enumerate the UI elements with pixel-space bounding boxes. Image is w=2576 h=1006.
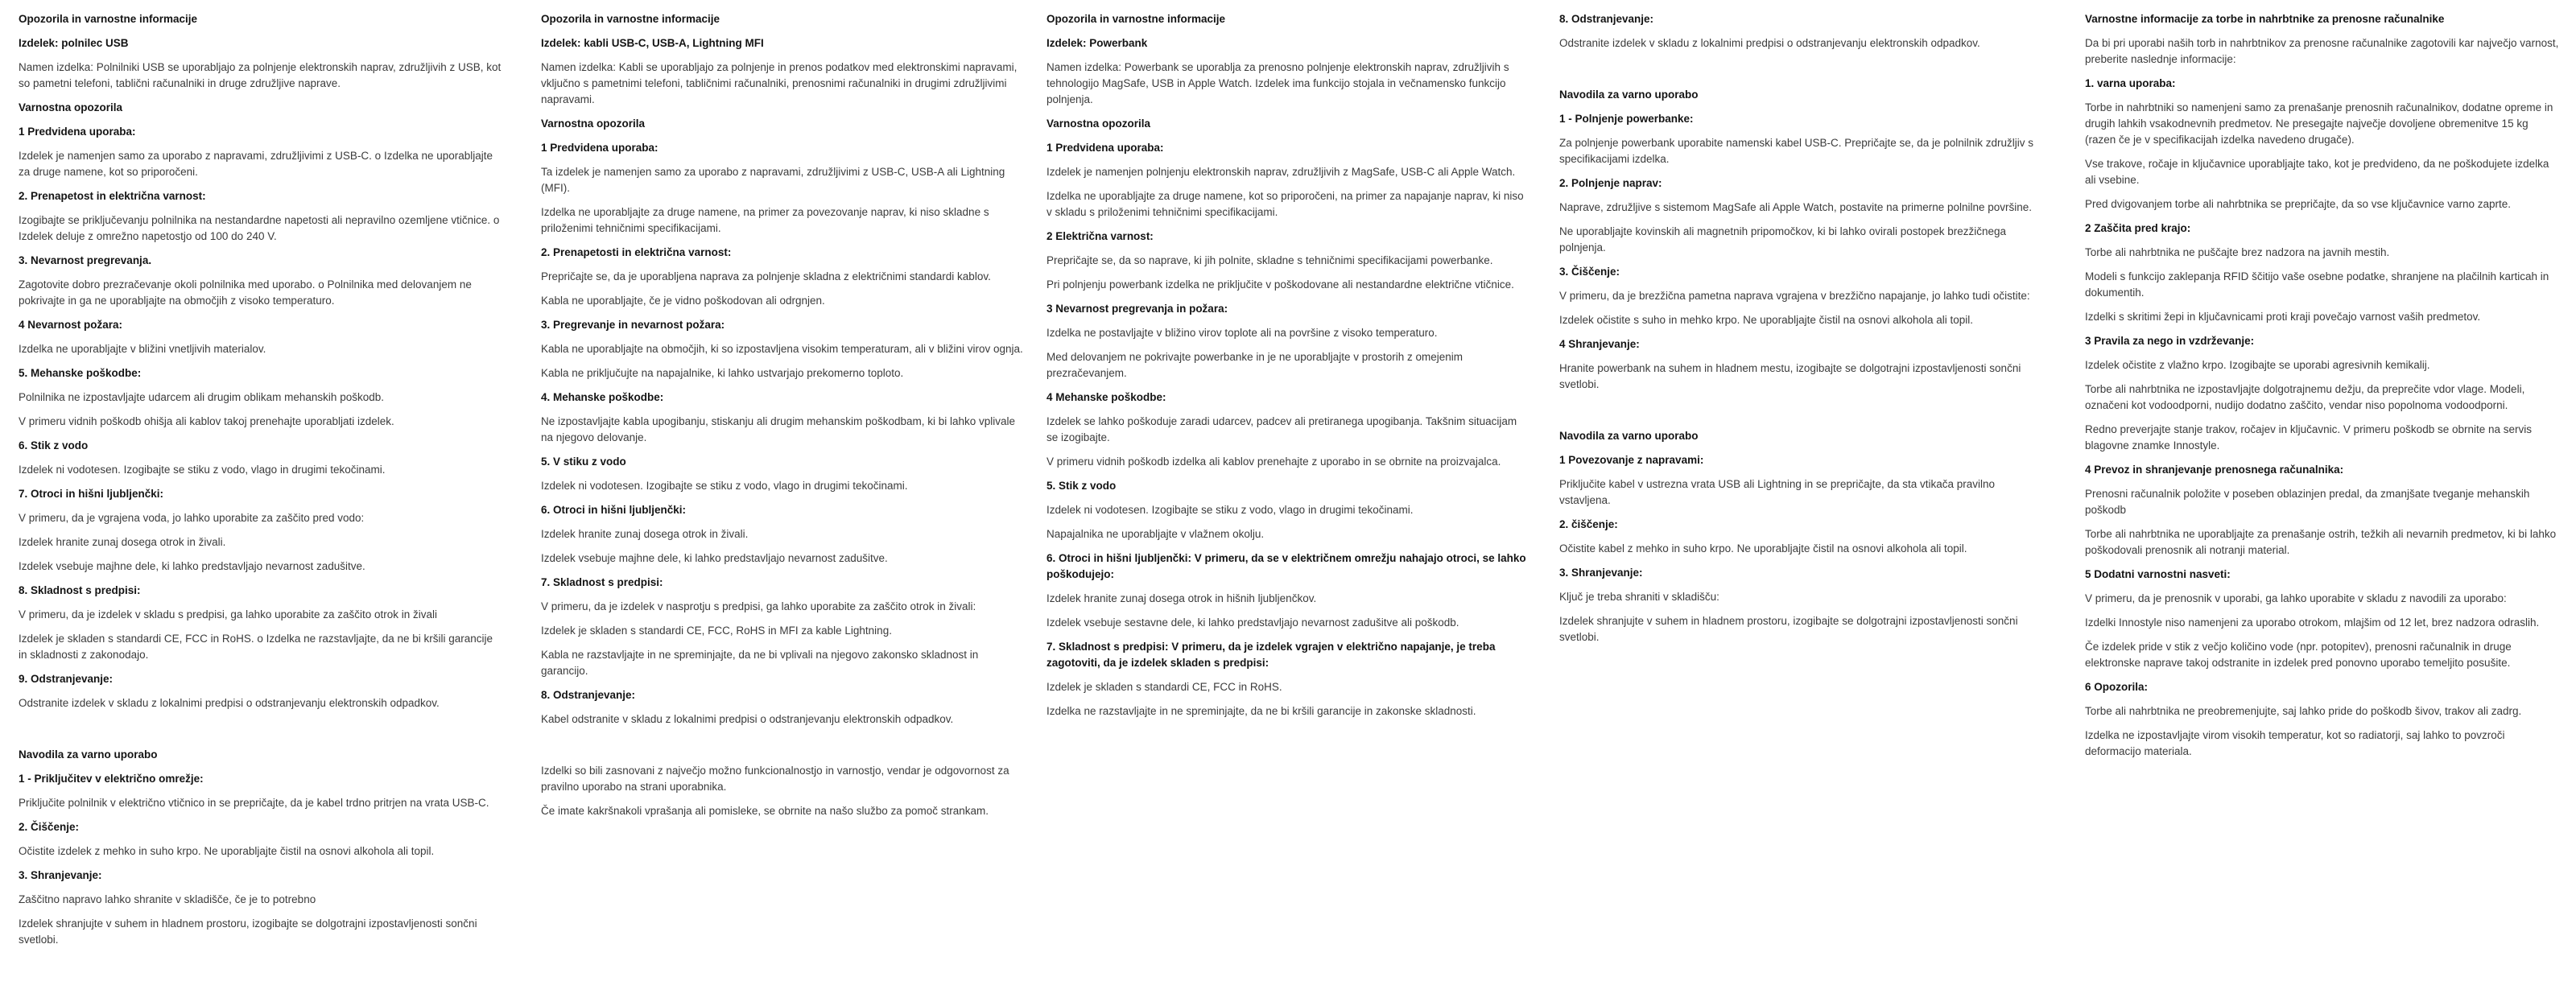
column-powerbank xyxy=(1046,11,1530,728)
paragraph: Izdelki Innostyle niso namenjeni za uporabo otrokom, mlajšim od 12 let, brez nadzora odraslih. xyxy=(2085,616,2540,629)
section-heading: 3 Pravila za nego in vzdrževanje: xyxy=(2085,335,2255,347)
section-heading: 6. Otroci in hišni ljubljenčki: xyxy=(541,504,687,516)
paragraph: Izdelek je skladen s standardi CE, FCC, RoHS in MFI za kable Lightning. xyxy=(541,625,892,637)
section-heading: Varnostna opozorila xyxy=(19,101,123,113)
paragraph: Torbe ali nahrbtnika ne preobremenjujte, saj lahko pride do poškodb šivov, trakov ali zadrg. xyxy=(2085,705,2522,717)
paragraph: Izdelka ne uporabljajte za druge namene, kot so priporočeni, na primer za napajanje naprav, ki niso v skladu s priloženimi tehničnimi specifikacijami. xyxy=(1046,190,1524,218)
paragraph: Kabel odstranite v skladu z lokalnimi predpisi o odstranjevanju elektronskih odpadkov. xyxy=(541,713,954,725)
section-heading: Opozorila in varnostne informacije xyxy=(19,13,198,25)
paragraph: Ključ je treba shraniti v skladišču: xyxy=(1559,591,1719,603)
section-heading: 2. čiščenje: xyxy=(1559,518,1618,530)
paragraph: Izogibajte se priključevanju polnilnika na nestandardne napetosti ali nepravilno ozemljene vtičnice. o Izdelek deluje z omrežno napetostjo od 100 do 240 V. xyxy=(19,214,500,242)
column-cables xyxy=(541,11,1024,827)
paragraph: Namen izdelka: Powerbank se uporablja za prenosno polnjenje elektronskih naprav, združljivih s tehnologijo MagSafe, USB in Apple Watch. Izdelek ima funkcijo stojala in večnamensko funkcijo polnjenja. xyxy=(1046,61,1509,105)
paragraph: Med delovanjem ne pokrivajte powerbanke in je ne uporabljajte v prostorih z omejenim prezračevanjem. xyxy=(1046,351,1463,379)
paragraph: Prepričajte se, da so naprave, ki jih polnite, skladne s tehničnimi specifikacijami powerbanke. xyxy=(1046,254,1493,266)
section-heading: 1. varna uporaba: xyxy=(2085,77,2176,89)
paragraph: Izdelki s skritimi žepi in ključavnicami proti kraji povečajo varnost vaših predmetov. xyxy=(2085,311,2481,323)
paragraph: V primeru, da je izdelek v nasprotju s predpisi, ga lahko uporabite za zaščito otrok in živali: xyxy=(541,600,976,612)
paragraph: Izdelek se lahko poškoduje zaradi udarcev, padcev ali pretiranega upogibanja. Takšnim situacijam se izogibajte. xyxy=(1046,415,1517,443)
section-heading: 7. Skladnost s predpisi: V primeru, da je izdelek vgrajen v električno napajanje, je treba zagotoviti, da je izdelek skladen s predpisi: xyxy=(1046,641,1496,669)
paragraph: Zaščitno napravo lahko shranite v skladišče, če je to potrebno xyxy=(19,893,316,905)
column-laptop-bags xyxy=(2085,11,2562,768)
section-heading: Varnostne informacije za torbe in nahrbtnike za prenosne računalnike xyxy=(2085,13,2445,25)
paragraph: Izdelek ni vodotesen. Izogibajte se stiku z vodo, vlago in drugimi tekočinami. xyxy=(19,464,386,476)
paragraph: Hranite powerbank na suhem in hladnem mestu, izogibajte se dolgotrajni izpostavljenosti sončni svetlobi. xyxy=(1559,362,2021,390)
paragraph: Priključite polnilnik v električno vtičnico in se prepričajte, da je kabel trdno pritrjen na vrata USB-C. xyxy=(19,797,489,809)
paragraph: Ne izpostavljajte kabla upogibanju, stiskanju ali drugim mehanskim poškodbam, ki bi lahko vplivale na njegovo delovanje. xyxy=(541,415,1016,443)
section-heading: 2. Polnjenje naprav: xyxy=(1559,177,1662,189)
section-heading: 1 Predvidena uporaba: xyxy=(19,126,136,138)
section-heading: 2 Zaščita pred krajo: xyxy=(2085,222,2191,234)
paragraph: Izdelek je skladen s standardi CE, FCC in RoHS. o Izdelka ne razstavljajte, da ne bi kršili garancije in skladnosti z zakonodajo. xyxy=(19,633,493,661)
paragraph: Izdelek vsebuje sestavne dele, ki lahko predstavljajo nevarnost zadušitve ali poškodb. xyxy=(1046,616,1459,629)
paragraph: V primeru, da je brezžična pametna naprava vgrajena v brezžično napajanje, jo lahko tudi očistite: xyxy=(1559,290,2030,302)
paragraph: Izdelka ne postavljajte v bližino virov toplote ali na površine z visoko temperaturo. xyxy=(1046,327,1438,339)
section-heading: Navodila za varno uporabo xyxy=(1559,89,1699,101)
section-heading: 5. Stik z vodo xyxy=(1046,480,1117,492)
paragraph: Izdelek očistite z vlažno krpo. Izogibajte se uporabi agresivnih kemikalij. xyxy=(2085,359,2430,371)
paragraph: Izdelek ni vodotesen. Izogibajte se stiku z vodo, vlago in drugimi tekočinami. xyxy=(1046,504,1414,516)
paragraph: V primeru vidnih poškodb izdelka ali kablov prenehajte z uporabo in se obrnite na proizvajalca. xyxy=(1046,456,1501,468)
section-heading: Varnostna opozorila xyxy=(541,118,646,130)
section-heading: 2 Električna varnost: xyxy=(1046,230,1154,242)
section-heading: 6. Stik z vodo xyxy=(19,439,89,451)
paragraph: Namen izdelka: Kabli se uporabljajo za polnjenje in prenos podatkov med elektronskimi napravami, vključno s pametnimi telefoni, tabličnimi računalniki, prenosnimi računalniki in drugimi združljivimi napravami. xyxy=(541,61,1018,105)
section-heading: 2. Čiščenje: xyxy=(19,821,80,833)
paragraph: Očistite izdelek z mehko in suho krpo. Ne uporabljajte čistil na osnovi alkohola ali topil. xyxy=(19,845,435,857)
paragraph: Torbe ali nahrbtnika ne uporabljajte za prenašanje ostrih, težkih ali nevarnih predmetov, ki bi lahko poškodovali prenosnik ali notranji material. xyxy=(2085,528,2557,556)
section-heading: 8. Skladnost s predpisi: xyxy=(19,584,141,596)
paragraph: Izdelka ne razstavljajte in ne spreminjajte, da ne bi kršili garancije in zakonske skladnosti. xyxy=(1046,705,1476,717)
section-heading: 8. Odstranjevanje: xyxy=(1559,13,1654,25)
paragraph: V primeru vidnih poškodb ohišja ali kablov takoj prenehajte uporabljati izdelek. xyxy=(19,415,394,427)
section-heading: 4 Shranjevanje: xyxy=(1559,338,1640,350)
paragraph-gap xyxy=(19,719,502,739)
paragraph: Polnilnika ne izpostavljajte udarcem ali drugim oblikam mehanskih poškodb. xyxy=(19,391,384,403)
section-heading: 3. Shranjevanje: xyxy=(19,869,102,881)
section-heading: Izdelek: kabli USB-C, USB-A, Lightning MFI xyxy=(541,37,764,49)
section-heading: 7. Skladnost s predpisi: xyxy=(541,576,663,588)
section-heading: 6 Opozorila: xyxy=(2085,681,2149,693)
paragraph: Kabla ne razstavljajte in ne spreminjajte, da ne bi vplivali na njegovo zakonsko skladnost in garancijo. xyxy=(541,649,979,677)
section-heading: 1 - Priključitev v električno omrežje: xyxy=(19,773,204,785)
paragraph: V primeru, da je prenosnik v uporabi, ga lahko uporabite v skladu z navodili za uporabo: xyxy=(2085,592,2507,604)
paragraph: Naprave, združljive s sistemom MagSafe ali Apple Watch, postavite na primerne polnilne površine. xyxy=(1559,201,2033,213)
paragraph: Očistite kabel z mehko in suho krpo. Ne uporabljajte čistil na osnovi alkohola ali topil. xyxy=(1559,542,1967,555)
section-heading: 9. Odstranjevanje: xyxy=(19,673,114,685)
paragraph: Pri polnjenju powerbank izdelka ne priključite v poškodovane ali nestandardne električne vtičnice. xyxy=(1046,278,1514,291)
paragraph: Izdelek shranjujte v suhem in hladnem prostoru, izogibajte se dolgotrajni izpostavljenosti sončni svetlobi. xyxy=(19,917,477,946)
paragraph: Za polnjenje powerbank uporabite namenski kabel USB-C. Prepričajte se, da je polnilnik združljiv s specifikacijami izdelka. xyxy=(1559,137,2034,165)
paragraph: Izdelka ne izpostavljajte virom visokih temperatur, kot so radiatorji, saj lahko to povzroči deformacijo materiala. xyxy=(2085,729,2505,757)
section-heading: 3 Nevarnost pregrevanja in požara: xyxy=(1046,303,1228,315)
section-heading: 4. Mehanske poškodbe: xyxy=(541,391,664,403)
paragraph: Torbe ali nahrbtnika ne izpostavljajte dolgotrajnemu dežju, da preprečite vdor vlage. Modeli, označeni kot vodoodporni, nudijo dodatno zaščito, vendar niso popolnoma vodoodporni. xyxy=(2085,383,2525,411)
section-heading: 3. Pregrevanje in nevarnost požara: xyxy=(541,319,725,331)
paragraph: V primeru, da je izdelek v skladu s predpisi, ga lahko uporabite za zaščito otrok in živali xyxy=(19,608,438,621)
paragraph: Modeli s funkcijo zaklepanja RFID ščitijo vaše osebne podatke, shranjene na plačilnih karticah in dokumentih. xyxy=(2085,270,2549,299)
section-heading: 2. Prenapetosti in električna varnost: xyxy=(541,246,732,258)
paragraph: Izdelek vsebuje majhne dele, ki lahko predstavljajo nevarnost zadušitve. xyxy=(19,560,365,572)
section-heading: Opozorila in varnostne informacije xyxy=(1046,13,1226,25)
section-heading: 5 Dodatni varnostni nasveti: xyxy=(2085,568,2231,580)
paragraph: Izdelek je namenjen samo za uporabo z napravami, združljivimi z USB-C. o Izdelka ne uporabljajte za druge namene, kot so priporočeni. xyxy=(19,150,493,178)
section-heading: 1 Povezovanje z napravami: xyxy=(1559,454,1704,466)
paragraph: Napajalnika ne uporabljajte v vlažnem okolju. xyxy=(1046,528,1265,540)
section-heading: Varnostna opozorila xyxy=(1046,118,1151,130)
paragraph: Prenosni računalnik položite v poseben oblazinjen predal, da zmanjšate tveganje mehanskih poškodb xyxy=(2085,488,2530,516)
section-heading: 3. Nevarnost pregrevanja. xyxy=(19,254,152,266)
section-heading: 4 Mehanske poškodbe: xyxy=(1046,391,1166,403)
paragraph: Izdelek hranite zunaj dosega otrok in živali. xyxy=(19,536,226,548)
section-heading: 4 Nevarnost požara: xyxy=(19,319,123,331)
paragraph: Izdelek očistite s suho in mehko krpo. Ne uporabljajte čistil na osnovi alkohola ali topil. xyxy=(1559,314,1974,326)
paragraph: Izdelek hranite zunaj dosega otrok in živali. xyxy=(541,528,749,540)
section-heading: 3. Čiščenje: xyxy=(1559,266,1620,278)
paragraph: Kabla ne uporabljajte, če je vidno poškodovan ali odrgnjen. xyxy=(541,295,825,307)
section-heading: Izdelek: Powerbank xyxy=(1046,37,1148,49)
section-heading: 7. Otroci in hišni ljubljenčki: xyxy=(19,488,164,500)
paragraph: Izdelka ne uporabljajte za druge namene, na primer za povezovanje naprav, ki niso skladne s priloženimi tehničnimi specifikacijami. xyxy=(541,206,989,234)
section-heading: Navodila za varno uporabo xyxy=(1559,430,1699,442)
section-heading: 1 Predvidena uporaba: xyxy=(541,142,658,154)
paragraph: Prepričajte se, da je uporabljena naprava za polnjenje skladna z električnimi standardi kablov. xyxy=(541,270,991,282)
paragraph-gap xyxy=(1559,60,2042,79)
paragraph: Da bi pri uporabi naših torb in nahrbtnikov za prenosne računalnike zagotovili kar največjo varnost, preberite naslednje informacije: xyxy=(2085,37,2559,65)
paragraph-gap xyxy=(541,736,1024,755)
paragraph: Izdelek shranjujte v suhem in hladnem prostoru, izogibajte se dolgotrajni izpostavljenosti sončni svetlobi. xyxy=(1559,615,2018,643)
paragraph: Izdelek hranite zunaj dosega otrok in hišnih ljubljenčkov. xyxy=(1046,592,1317,604)
paragraph: Kabla ne priključujte na napajalnike, ki lahko ustvarjajo prekomerno toploto. xyxy=(541,367,904,379)
paragraph: Izdelki so bili zasnovani z največjo možno funkcionalnostjo in varnostjo, vendar je odgovornost za pravilno uporabo na strani uporabnika. xyxy=(541,765,1009,793)
section-heading: 3. Shranjevanje: xyxy=(1559,567,1643,579)
paragraph: Izdelek ni vodotesen. Izogibajte se stiku z vodo, vlago in drugimi tekočinami. xyxy=(541,480,908,492)
paragraph: Redno preverjajte stanje trakov, ročajev in ključavnic. V primeru poškodb se obrnite na servis blagovne znamke Innostyle. xyxy=(2085,423,2533,451)
column-powerbank-and-cable-usage xyxy=(1559,11,2042,653)
paragraph: Zagotovite dobro prezračevanje okoli polnilnika med uporabo. o Polnilnika med delovanjem ne pokrivajte in ga ne uporabljajte na območjih z visoko temperaturo. xyxy=(19,278,472,307)
section-heading: Navodila za varno uporabo xyxy=(19,748,158,761)
paragraph: Izdelek vsebuje majhne dele, ki lahko predstavljajo nevarnost zadušitve. xyxy=(541,552,888,564)
paragraph: Kabla ne uporabljajte na območjih, ki so izpostavljena visokim temperaturam, ali v bližini virov ognja. xyxy=(541,343,1023,355)
paragraph: Odstranite izdelek v skladu z lokalnimi predpisi o odstranjevanju elektronskih odpadkov. xyxy=(19,697,440,709)
paragraph: Priključite kabel v ustrezna vrata USB ali Lightning in se prepričajte, da sta vtikača pravilno vstavljena. xyxy=(1559,478,1996,506)
paragraph: Vse trakove, ročaje in ključavnice uporabljajte tako, kot je predvideno, da ne poškodujete izdelka ali vsebine. xyxy=(2085,158,2549,186)
paragraph-gap xyxy=(1559,401,2042,420)
section-heading: 1 Predvidena uporaba: xyxy=(1046,142,1164,154)
column-usb-charger xyxy=(19,11,502,956)
paragraph: Če imate kakršnakoli vprašanja ali pomisleke, se obrnite na našo službo za pomoč strankam. xyxy=(541,805,989,817)
paragraph: Pred dvigovanjem torbe ali nahrbtnika se prepričajte, da so vse ključavnice varno zaprte. xyxy=(2085,198,2512,210)
paragraph: Namen izdelka: Polnilniki USB se uporabljajo za polnjenje elektronskih naprav, združljivih z USB, kot so pametni telefoni, tablični računalniki in druge združljive naprave. xyxy=(19,61,502,89)
paragraph: Torbe ali nahrbtnika ne puščajte brez nadzora na javnih mestih. xyxy=(2085,246,2390,258)
paragraph: V primeru, da je vgrajena voda, jo lahko uporabite za zaščito pred vodo: xyxy=(19,512,365,524)
section-heading: Opozorila in varnostne informacije xyxy=(541,13,720,25)
section-heading: 2. Prenapetost in električna varnost: xyxy=(19,190,206,202)
section-heading: 4 Prevoz in shranjevanje prenosnega računalnika: xyxy=(2085,464,2344,476)
paragraph: Torbe in nahrbtniki so namenjeni samo za prenašanje prenosnih računalnikov, dodatne opreme in drugih lahkih vsakodnevnih predmetov. Ne presegajte največje dovoljene obremenitve 15 kg (razen če je v specifikacijah izdelka navedeno drugače). xyxy=(2085,101,2553,146)
paragraph: Če izdelek pride v stik z večjo količino vode (npr. potopitev), prenosni računalnik in druge elektronske naprave takoj odstranite in izdelek pred ponovno uporabo temeljito posušite. xyxy=(2085,641,2512,669)
paragraph: Izdelek je skladen s standardi CE, FCC in RoHS. xyxy=(1046,681,1282,693)
paragraph: Ta izdelek je namenjen samo za uporabo z napravami, združljivimi z USB-C, USB-A ali Lightning (MFI). xyxy=(541,166,1005,194)
section-heading: 8. Odstranjevanje: xyxy=(541,689,636,701)
paragraph: Izdelek je namenjen polnjenju elektronskih naprav, združljivih z MagSafe, USB-C ali Apple Watch. xyxy=(1046,166,1516,178)
paragraph: Izdelka ne uporabljajte v bližini vnetljivih materialov. xyxy=(19,343,266,355)
paragraph: Ne uporabljajte kovinskih ali magnetnih pripomočkov, ki bi lahko ovirali postopek brezžičnega polnjenja. xyxy=(1559,225,2007,254)
section-heading: 5. Mehanske poškodbe: xyxy=(19,367,142,379)
section-heading: 6. Otroci in hišni ljubljenčki: V primeru, da se v električnem omrežju nahajajo otroci, se lahko poškodujejo: xyxy=(1046,552,1526,580)
paragraph: Odstranite izdelek v skladu z lokalnimi predpisi o odstranjevanju elektronskih odpadkov. xyxy=(1559,37,1980,49)
section-heading: 5. V stiku z vodo xyxy=(541,456,626,468)
section-heading: 1 - Polnjenje powerbanke: xyxy=(1559,113,1694,125)
section-heading: Izdelek: polnilec USB xyxy=(19,37,129,49)
